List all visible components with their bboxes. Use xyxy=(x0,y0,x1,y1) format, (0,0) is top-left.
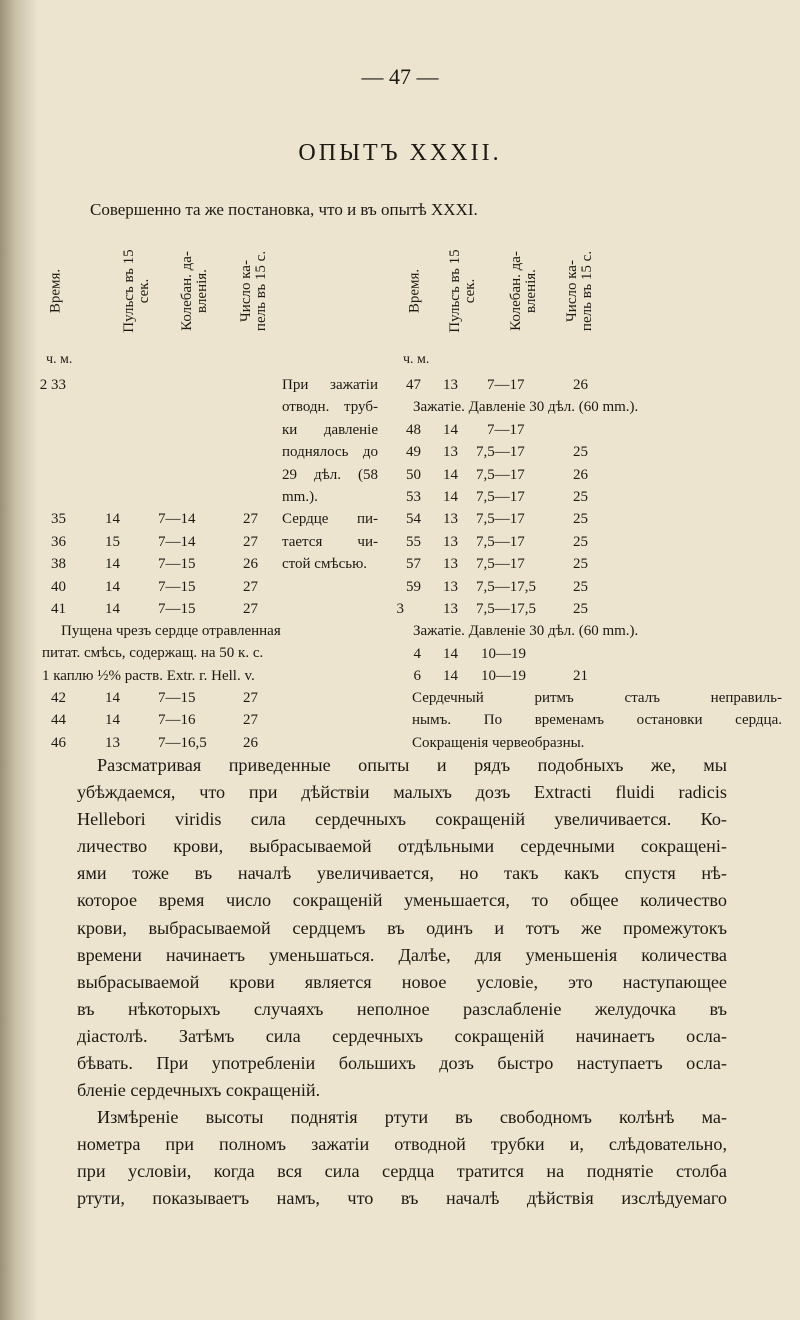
right-header-oscillation: Колебан. да- вленія. xyxy=(508,251,539,331)
experiment-subtitle: Совершенно та же постановка, что и въ опытѣ XXXI. xyxy=(90,200,478,219)
right-clamp-note-2: Зажатіе. Давленіе 30 дѣл. (60 mm.). xyxy=(413,623,639,640)
paragraph-2: Измѣреніе высоты поднятія ртути въ свободномъ колѣнѣ ма- нометра при полномъ зажатіи отводной трубки и, слѣдовательно, при условіи, когда вся сила сердца тратится на поднятіе столба ртути, показываетъ намъ, что въ началѣ дѣйствія изслѣдуемаго xyxy=(77,1107,727,1209)
left-after-col-pulse: 14 14 13 xyxy=(105,690,120,751)
right-row: 57 13 7,5—17 25 xyxy=(406,556,588,573)
right-header-pulse: Пульсъ въ 15 сек. xyxy=(447,249,478,333)
right-header-time: Время. xyxy=(406,268,423,314)
paragraph-1: Разсматривая приведенные опыты и рядъ подобныхъ же, мы убѣждаемся, что при дѣйствіи малыхъ дозъ Extracti fluidi radicis Hellebori viridis сила сердечныхъ сокращеній увеличивается. Ко- личество крови, выбрасываемой отдѣльными сердечными сокращені- ями тоже въ началѣ увеличивается, но такъ какъ спустя нѣ- которое время число сокращеній уменьшается, то общее количество крови, выбрасываемой сердцемъ въ одинъ и тотъ же промежутокъ времени начинаетъ уменьшаться. Далѣе, для уменьшенія количества выбрасываемой крови является новое условіе, это наступающее въ нѣкоторыхъ случаяхъ неполное разслабленіе желудочка въ діастолѣ. Затѣмъ сила сердечныхъ сокращеній начинаетъ осла- бѣвать. При употребленіи большихъ дозъ быстро наступаетъ осла- бленіе сердечныхъ сокращеній. xyxy=(77,755,727,1101)
page-spine-shadow xyxy=(0,0,38,1320)
right-row: 50 14 7,5—17 26 xyxy=(406,466,588,483)
right-row: 53 14 7,5—17 25 xyxy=(406,488,588,505)
left-time-unit: ч. м. xyxy=(46,352,73,367)
right-time-unit: ч. м. xyxy=(403,352,430,367)
right-row: 55 13 7,5—17 25 xyxy=(406,533,588,550)
experiment-title: ОПЫТЪ XXXII. xyxy=(298,140,502,166)
page-number: — 47 — xyxy=(361,64,439,89)
left-after-col-drops: 27 27 26 xyxy=(243,690,258,751)
right-row: 3 13 7,5—17,5 25 xyxy=(396,600,588,617)
right-row: 48 14 7—17 xyxy=(406,421,525,438)
right-header-drops: Число ка- пель въ 15 с. xyxy=(564,250,595,332)
left-header-time: Время. xyxy=(47,268,64,314)
left-header-drops: Число ка- пель въ 15 с. xyxy=(238,250,269,332)
right-row: 47 13 7—17 26 xyxy=(406,377,588,393)
left-col-drops: 27 27 26 27 27 xyxy=(243,511,258,617)
left-col-time: 2 33 35 36 38 40 41 xyxy=(30,374,66,620)
right-row: 6 14 10—19 21 xyxy=(413,668,588,685)
right-final-note: Сердечный ритмъ сталъ неправиль- нымъ. По временамъ остановки сердца. Сокращенія червеобразны. xyxy=(412,690,782,751)
right-row: 4 14 10—19 xyxy=(413,645,526,662)
right-row: 54 13 7,5—17 25 xyxy=(406,511,588,528)
right-table-body xyxy=(380,374,800,687)
left-after-col-oscillation: 7—15 7—16 7—16,5 xyxy=(158,690,207,751)
right-row: 49 13 7,5—17 25 xyxy=(406,444,588,461)
left-header-pulse: Пульсъ въ 15 сек. xyxy=(121,249,152,333)
right-row: 59 13 7,5—17,5 25 xyxy=(406,578,588,595)
left-col-pulse: 14 15 14 14 14 xyxy=(105,511,120,617)
left-header-oscillation: Колебан. да- вленія. xyxy=(179,251,210,331)
left-after-col-time: 42 44 46 xyxy=(51,690,66,751)
left-side-note: При зажатіи отводн. труб- ки давленіе поднялось до 29 дѣл. (58 mm.). Сердце пи- тается чи- стой смѣсью. xyxy=(282,377,378,573)
left-col-oscillation: 7—14 7—14 7—15 7—15 7—15 xyxy=(158,511,196,617)
right-clamp-note: Зажатіе. Давленіе 30 дѣл. (60 mm.). xyxy=(413,399,639,416)
injection-note: Пущена чрезъ сердце отравленная питат. смѣсь, содержащ. на 50 к. с. 1 каплю ½% раств. Extr. г. Hell. v. xyxy=(42,623,281,684)
left-time-0: 2 33 xyxy=(39,377,66,393)
